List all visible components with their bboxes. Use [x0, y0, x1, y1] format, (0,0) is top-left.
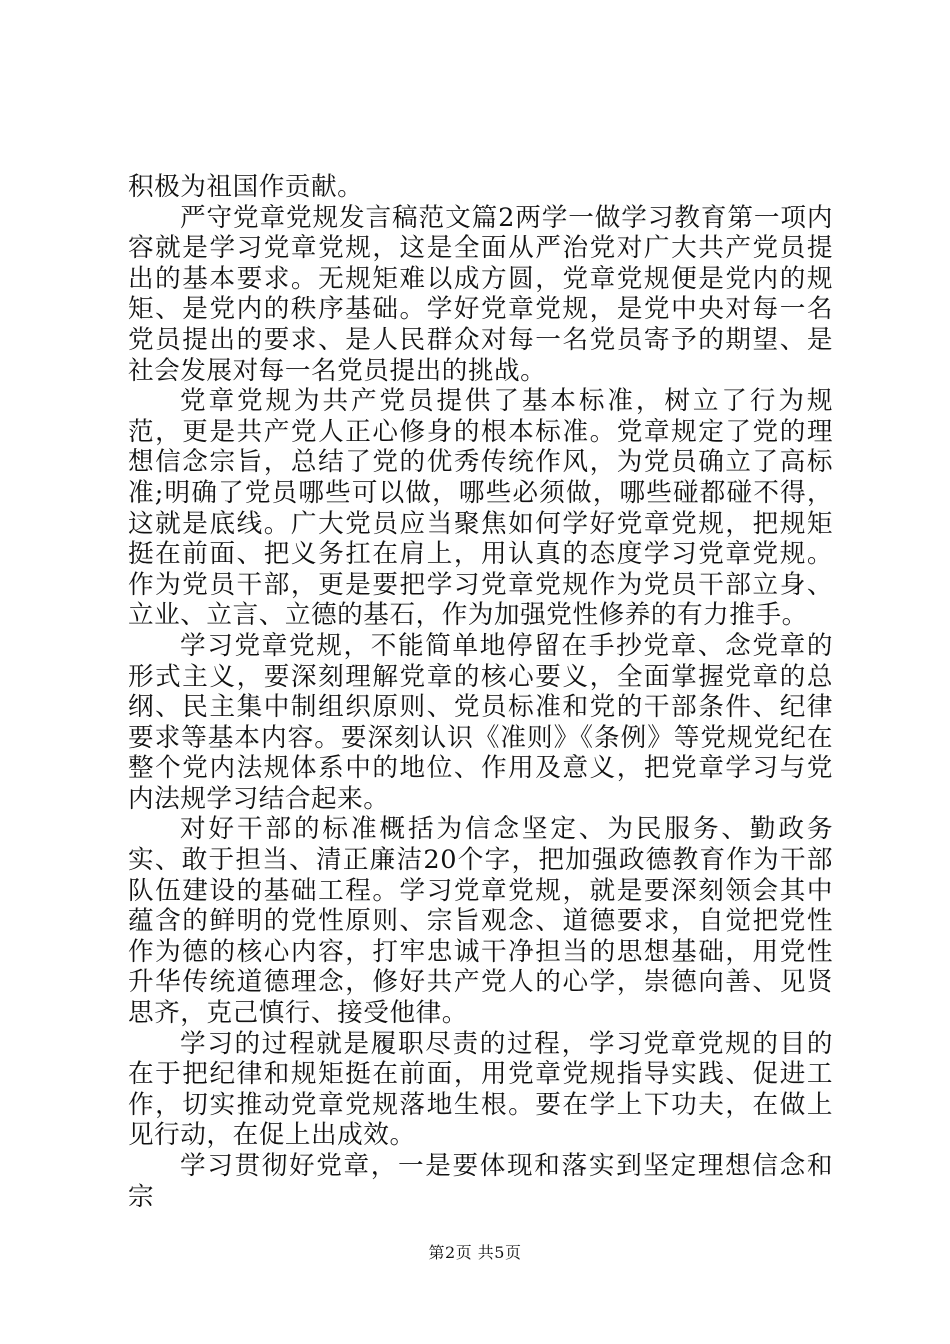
paragraph-continuation: 积极为祖国作贡献。	[128, 172, 364, 202]
paragraph: 党章党规为共产党员提供了基本标准，树立了行为规范，更是共产党人正心修身的根本标准。党章规定了党的理想信念宗旨，总结了党的优秀传统作风，为党员确立了高标准;明确了党员哪些可以做，哪些必须做，哪些碰都碰不得，这就是底线。广大党员应当聚焦如何学好党章党规，把规矩挺在前面、把义务扛在肩上，用认真的态度学习党章党规。作为党员干部，更是要把学习党章党规作为党员干部立身、立业、立言、立德的基石，作为加强党性修养的有力推手。	[128, 386, 833, 631]
paragraph: 严守党章党规发言稿范文篇2两学一做学习教育第一项内容就是学习党章党规，这是全面从严治党对广大共产党员提出的基本要求。无规矩难以成方圆，党章党规便是党内的规矩、是党内的秩序基础。学好党章党规，是党中央对每一名党员提出的要求、是人民群众对每一名党员寄予的期望、是社会发展对每一名党员提出的挑战。	[128, 202, 833, 386]
page-number-footer: 第2页 共5页	[428, 1243, 522, 1262]
paragraph: 学习贯彻好党章，一是要体现和落实到坚定理想信念和宗	[128, 1151, 833, 1212]
paragraph: 学习的过程就是履职尽责的过程，学习党章党规的目的在于把纪律和规矩挺在前面，用党章党规指导实践、促进工作，切实推动党章党规落地生根。要在学上下功夫，在做上见行动，在促上出成效。	[128, 1028, 833, 1151]
paragraph: 对好干部的标准概括为信念坚定、为民服务、勤政务实、敢于担当、清正廉洁20个字，把加强政德教育作为干部队伍建设的基础工程。学习党章党规，就是要深刻领会其中蕴含的鲜明的党性原则、宗旨观念、道德要求，自觉把党性作为德的核心内容，打牢忠诚干净担当的思想基础，用党性升华传统道德理念，修好共产党人的心学，崇德向善、见贤思齐，克己慎行、接受他律。	[128, 814, 833, 1029]
paragraph: 学习党章党规，不能简单地停留在手抄党章、念党章的形式主义，要深刻理解党章的核心要义，全面掌握党章的总纲、民主集中制组织原则、党员标准和党的干部条件、纪律要求等基本内容。要深刻认识《准则》《条例》等党规党纪在整个党内法规体系中的地位、作用及意义，把党章学习与党内法规学习结合起来。	[128, 630, 833, 814]
document-body	[128, 172, 833, 1212]
